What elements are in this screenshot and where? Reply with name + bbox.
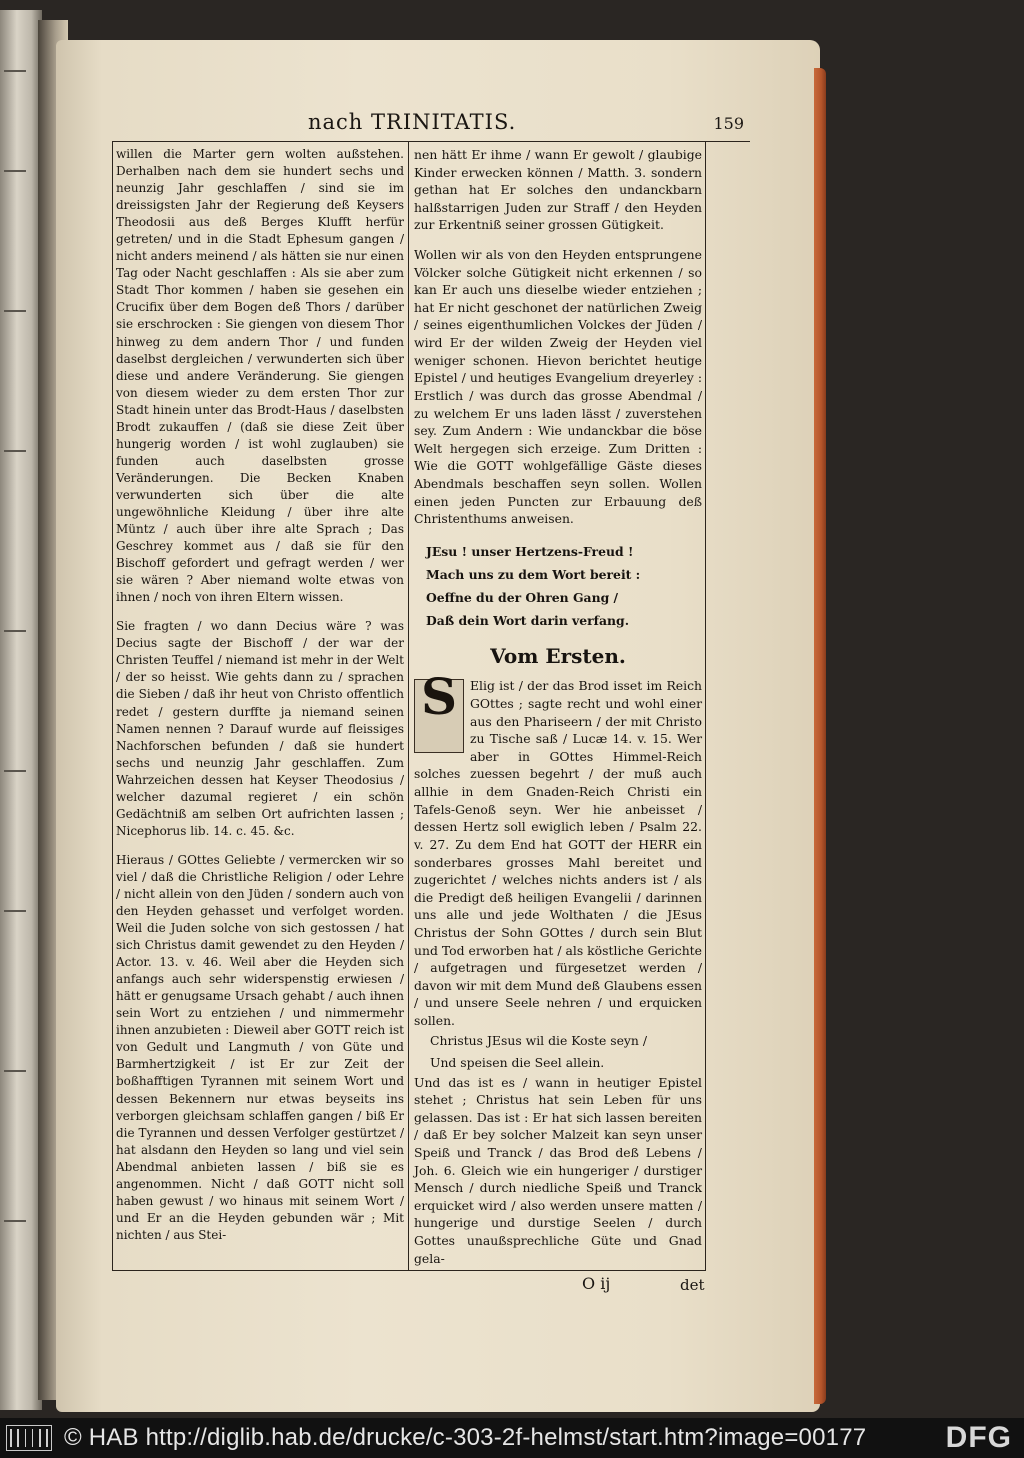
paragraph: Sie fragten / wo dann Decius wäre ? was Decius sagte der Bischoff / der war der Christen Teuffel / niemand ist mehr in der Welt / der so heisst. Wie gehts dann zu / sprachen die Sieben / daß ihr heut von Christo offentlich redet / gestern durffte ja niemand seinen Namen nennen ? Darauf wurde auf fleissiges Nachforschen befunden / daß sie hundert sechs und neunzig Jahr geschlaffen. Zum Wahrzeichen dessen hat Keyser Theodosius / welcher dazumal regieret / ein schön Gedächtniß am selben Ort aufrichten lassen ; Nicephorus lib. 14. c. 45. &c. xyxy=(116,619,404,838)
paragraph xyxy=(414,667,702,1029)
right-column xyxy=(414,146,702,1267)
paragraph: Wollen wir als von den Heyden entsprungene Völcker solche Gütigkeit nicht erkennen / so kan Er auch uns dieselbe wieder entziehen ; hat Er nicht geschonet der natürlichen Zweig / seines eigenthumlichen Volckes der Jüden / wird Er der wilden Zweig der Heyden viel weniger schonen. Hievon berichtet heutige Epistel / und heutiges Evangelium dreyerley : Erstlich / was durch das grosse Abendmal / zu welchem Er uns laden lässt / zuverstehen sey. Zum Andern : Wie undanckbar die böse Welt hergegen sich erzeige. Zum Dritten : Wie die GOTT wohlgefällige Gäste dieses Abendmals beschaffen seyn sollen. Wollen einen jeden Puncten zur Erbauung deß Christenthums anweisen. xyxy=(414,247,702,527)
column-divider xyxy=(408,142,409,1270)
paragraph: Hieraus / GOttes Geliebte / vermercken wir so viel / daß die Christliche Religion / oder Lehre / nicht allein von den Jüden / sondern auch von den Heyden gehasset und verfolget worden. Weil die Juden solche von sich gestossen / hat sich Christus damit gewendet zu den Heyden / Actor. 13. v. 46. Weil aber die Heyden sich anfangs auch sehr widerspenstig erwiesen / hätt er genugsame Ursach gehabt / auch ihnen sein Wort zu entziehen / und nimmermehr ihnen anzubieten : Dieweil aber GOTT reich ist von Gedult und Langmuth / von Güte und Barmhertzigkeit / ist Er zur Zeit der boßhafftigen Tyrannen mit seinem Wort und dessen Bekennern nur etwas beyseits ins verborgen gleichsam schlaffen gangen / biß Er die Tyrannen und dessen Verfolger gestürtzet / hat alsdann den Heyden so lang und viel sein Abendmal anbieten lassen / biß sie es angenommen. Nicht / daß GOTT nicht soll haben gewust / wo hinaus mit seinem Wort / und Er an die Heyden gebunden wär ; Mit nichten / aus Stei- xyxy=(116,852,404,1242)
section-heading: Vom Ersten. xyxy=(490,643,626,668)
paragraph: willen die Marter gern wolten außstehen. Derhalben nach dem sie hundert sechs und neunzig Jahr geschlaffen / sind sie im dreissigsten Jahr der Regierung deß Keysers Theodosii aus deß Berges Klufft herfür getreten/ und in die Stadt Ephesum gangen / nicht anders meinend / als hätten sie nur einen Tag oder Nacht geschlaffen : Als sie aber zum Stadt Thor kommen / haben sie gesehen ein Crucifix über dem Bogen deß Thors / darüber sie erschrocken : Sie giengen von diesem Thor hinweg zu dem andern Thor / und funden daselbst dergleichen / verwunderten sich über diese und andere Veränderung. Sie giengen von diesem wieder zu dem ersten Thor zur Stadt hinein unter das Brodt-Haus / daselbsten Brodt zukauffen / (daß sie diese Zeit über hungerig worden / ist wohl zuglauben) sie funden auch daselbsten grosse Veränderungen. Die Becken Knaben verwunderten sich über die alte ungewöhnliche Kleidung / über ihre alte Müntz / auch über ihre alte Sprach ; Das Geschrey kommet aus / daß sie für den Bischoff gefordert und gefragt werden / wer sie wären ? Aber niemand wolte etwas von ihnen / noch von ihren Eltern wissen. xyxy=(116,147,404,605)
paragraph: Und das ist es / wann in heutiger Epistel stehet ; Christus hat sein Leben für uns gelassen. Das ist : Er hat sich lassen bereiten / daß Er bey solcher Malzeit kan seyn unser Speiß und Tranck / das Brod deß Lebens / Joh. 6. Gleich wie ein hungeriger / durstiger Mensch / durch niedliche Speiß und Tranck erquicket wird / also werden unsere matten / hungerige und durstige Seelen / durch Gottes unaußsprechliche Güte und Gnad gela- xyxy=(414,1074,702,1266)
running-title: nach TRINITATIS. xyxy=(308,110,517,134)
previous-page-edge xyxy=(0,10,42,1410)
verse-line: Mach uns zu dem Wort bereit : xyxy=(426,566,641,582)
running-header xyxy=(112,108,750,142)
dfg-logo: DFG xyxy=(945,1421,1012,1454)
paragraph: nen hätt Er ihme / wann Er gewolt / glaubige Kinder erwecken können / Matth. 3. sondern gethan hat Er solches den undanckbarn halßstarrigen Juden zur Straff / den Heyden zur Erkentniß seiner grossen Gütigkeit. xyxy=(414,147,702,233)
page-number: 159 xyxy=(713,114,744,133)
couplet-line: Und speisen die Seel allein. xyxy=(430,1054,605,1070)
verse-line: Oeffne du der Ohren Gang / xyxy=(426,589,619,605)
source-link[interactable]: © HAB http://diglib.hab.de/drucke/c-303-2f-helmst/start.htm?image=00177 xyxy=(64,1424,867,1451)
initial-letter: S xyxy=(420,667,458,727)
couplet-line: Christus JEsus wil die Koste seyn / xyxy=(430,1032,648,1048)
left-column xyxy=(116,146,404,1244)
decorated-initial xyxy=(414,667,464,753)
source-bar xyxy=(0,1418,1024,1458)
verse-line: JEsu ! unser Hertzens-Freud ! xyxy=(426,543,634,559)
page-edge-red xyxy=(814,68,826,1404)
barcode-icon xyxy=(6,1425,52,1451)
catchword: det xyxy=(680,1276,705,1294)
verse-line: Daß dein Wort darin verfang. xyxy=(426,612,630,628)
signature-mark: O ij xyxy=(582,1274,611,1293)
paragraph-text: Elig ist / der das Brod isset im Reich GOttes ; sagte recht und wohl einer aus den Phariseern / der mit Christo zu Tische saß / Lucæ 14. v. 15. Wer aber in GOttes Himmel-Reich solches zuessen begehrt / der muß auch allhie in dem Gnaden-Reich Christi ein Tafels-Genoß seyn. Wer hie anbeisset / dessen Hertz soll ewiglich leben / Psalm 22. v. 27. Zu dem End hat GOTT der HERR ein sonderbares grosses Mahl bereitet und zugerichtet / welches nichts anders ist / als die Predigt deß heiligen Evangelii / darinnen uns alle und jede Wolthaten / die JEsus Christus der Sohn GOttes / durch sein Blut und Tod erworben hat / als köstliche Gerichte / aufgetragen und fürgesetzet werden / davon wir mit dem Mund deß Glaubens essen / und unsere Seele nehren / und erquicken sollen. xyxy=(414,678,702,1028)
